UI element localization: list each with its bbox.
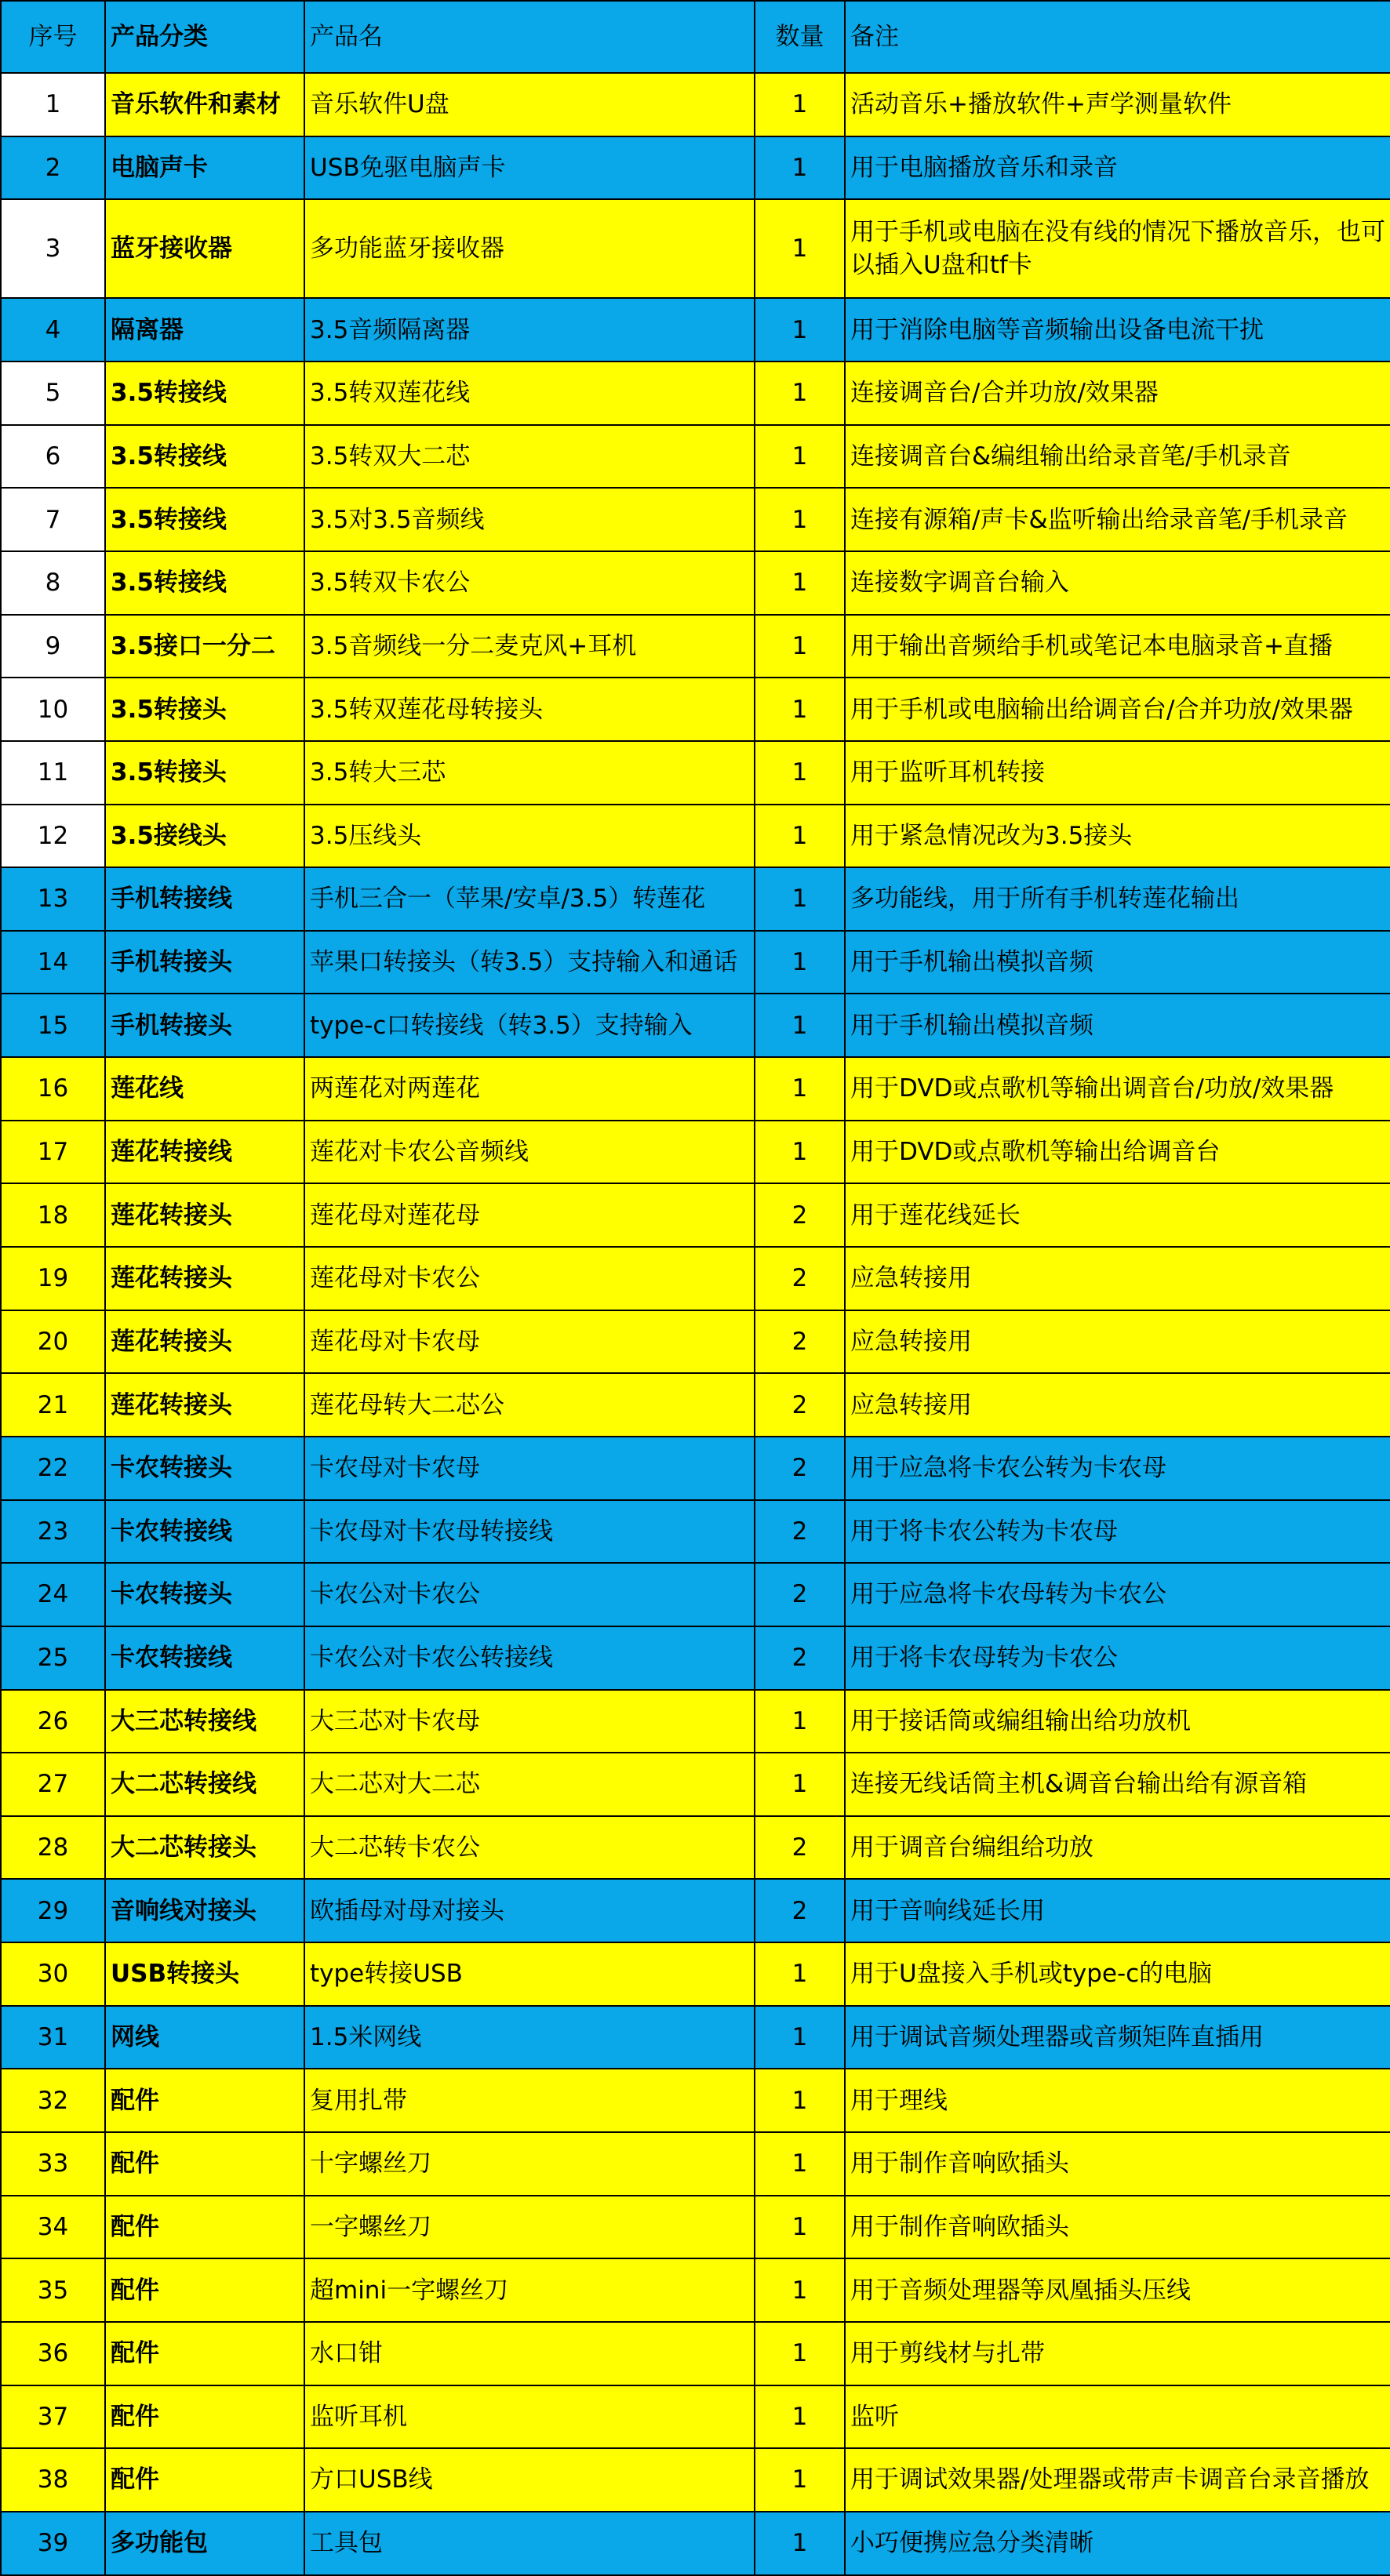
row-quantity: 1: [755, 805, 845, 868]
row-quantity: 2: [755, 1626, 845, 1690]
row-index: 25: [1, 1626, 105, 1690]
table-row: [1, 1310, 1390, 1374]
row-note: 用于音响线延长用: [845, 1879, 1390, 1942]
row-quantity: 1: [755, 199, 845, 298]
row-index: 34: [1, 2196, 105, 2259]
row-index: 8: [1, 551, 105, 615]
row-product: 莲花母对卡农母: [304, 1310, 755, 1374]
table-row: [1, 994, 1390, 1057]
row-note: 用于应急将卡农母转为卡农公: [845, 1563, 1390, 1626]
row-product: 1.5米网线: [304, 2006, 755, 2069]
table-row: [1, 136, 1390, 200]
table-row: [1, 73, 1390, 136]
header-product: 产品名: [304, 1, 755, 73]
row-index: 7: [1, 488, 105, 551]
row-category: 3.5接线头: [105, 805, 304, 868]
row-quantity: 1: [755, 362, 845, 425]
row-category: 莲花转接头: [105, 1310, 304, 1374]
row-quantity: 1: [755, 2132, 845, 2196]
row-quantity: 1: [755, 2258, 845, 2322]
row-quantity: 2: [755, 1879, 845, 1942]
row-product: 3.5音频隔离器: [304, 298, 755, 362]
table-row: [1, 1942, 1390, 2006]
row-note: 用于制作音响欧插头: [845, 2132, 1390, 2196]
header-note: 备注: [845, 1, 1390, 73]
table-row: [1, 931, 1390, 994]
row-quantity: 1: [755, 2069, 845, 2132]
table-row: [1, 1626, 1390, 1690]
row-quantity: 1: [755, 1942, 845, 2006]
row-category: 电脑声卡: [105, 136, 304, 200]
table-row: [1, 678, 1390, 741]
table-row: [1, 1879, 1390, 1942]
row-index: 28: [1, 1816, 105, 1880]
row-product: 工具包: [304, 2512, 755, 2575]
row-index: 13: [1, 867, 105, 931]
row-product: 大三芯对卡农母: [304, 1690, 755, 1753]
row-note: 连接无线话筒主机&调音台输出给有源音箱: [845, 1753, 1390, 1816]
row-index: 22: [1, 1437, 105, 1500]
table-row: [1, 298, 1390, 362]
table-row: [1, 1563, 1390, 1626]
row-note: 用于将卡农母转为卡农公: [845, 1626, 1390, 1690]
table-row: [1, 1121, 1390, 1184]
row-quantity: 1: [755, 1121, 845, 1184]
row-category: 多功能包: [105, 2512, 304, 2575]
row-note: 活动音乐+播放软件+声学测量软件: [845, 73, 1390, 136]
row-note: 应急转接用: [845, 1310, 1390, 1374]
table-row: [1, 425, 1390, 489]
header-row: [1, 1, 1390, 73]
table-row: [1, 551, 1390, 615]
row-product: 3.5音频线一分二麦克风+耳机: [304, 615, 755, 678]
row-note: 用于手机输出模拟音频: [845, 994, 1390, 1057]
header-quantity: 数量: [755, 1, 845, 73]
row-category: 手机转接线: [105, 867, 304, 931]
table-row: [1, 2385, 1390, 2449]
row-quantity: 2: [755, 1310, 845, 1374]
row-note: 用于调试音频处理器或音频矩阵直插用: [845, 2006, 1390, 2069]
row-note: 用于调试效果器/处理器或带声卡调音台录音播放: [845, 2448, 1390, 2512]
row-note: 用于U盘接入手机或type-c的电脑: [845, 1942, 1390, 2006]
table-row: [1, 2258, 1390, 2322]
row-index: 18: [1, 1183, 105, 1247]
table-row: [1, 1373, 1390, 1437]
row-category: 卡农转接线: [105, 1500, 304, 1564]
row-index: 27: [1, 1753, 105, 1816]
row-index: 26: [1, 1690, 105, 1753]
table-row: [1, 362, 1390, 425]
table-row: [1, 1183, 1390, 1247]
header-category: 产品分类: [105, 1, 304, 73]
row-quantity: 1: [755, 2448, 845, 2512]
row-quantity: 2: [755, 1183, 845, 1247]
row-quantity: 1: [755, 73, 845, 136]
row-index: 21: [1, 1373, 105, 1437]
row-quantity: 2: [755, 1373, 845, 1437]
row-category: 配件: [105, 2258, 304, 2322]
row-index: 37: [1, 2385, 105, 2449]
row-product: 欧插母对母对接头: [304, 1879, 755, 1942]
row-note: 用于手机或电脑在没有线的情况下播放音乐，也可以插入U盘和tf卡: [845, 199, 1390, 298]
row-note: 用于DVD或点歌机等输出给调音台: [845, 1121, 1390, 1184]
row-note: 用于制作音响欧插头: [845, 2196, 1390, 2259]
table-row: [1, 741, 1390, 805]
row-index: 1: [1, 73, 105, 136]
row-category: 大二芯转接线: [105, 1753, 304, 1816]
row-index: 29: [1, 1879, 105, 1942]
row-index: 30: [1, 1942, 105, 2006]
row-index: 3: [1, 199, 105, 298]
table-row: [1, 1690, 1390, 1753]
row-product: 莲花母对卡农公: [304, 1247, 755, 1310]
row-product: 3.5压线头: [304, 805, 755, 868]
row-product: 卡农母对卡农母: [304, 1437, 755, 1500]
row-category: 3.5接口一分二: [105, 615, 304, 678]
row-quantity: 2: [755, 1563, 845, 1626]
row-category: 配件: [105, 2132, 304, 2196]
row-quantity: 2: [755, 1437, 845, 1500]
table-row: [1, 2069, 1390, 2132]
row-product: 手机三合一（苹果/安卓/3.5）转莲花: [304, 867, 755, 931]
row-note: 用于输出音频给手机或笔记本电脑录音+直播: [845, 615, 1390, 678]
row-note: 用于电脑播放音乐和录音: [845, 136, 1390, 200]
row-note: 应急转接用: [845, 1373, 1390, 1437]
row-index: 23: [1, 1500, 105, 1564]
row-product: 卡农公对卡农公: [304, 1563, 755, 1626]
row-quantity: 1: [755, 2385, 845, 2449]
table-body: [1, 73, 1390, 2575]
row-note: 连接调音台/合并功放/效果器: [845, 362, 1390, 425]
row-quantity: 2: [755, 1500, 845, 1564]
row-index: 20: [1, 1310, 105, 1374]
table-row: [1, 2132, 1390, 2196]
row-category: 3.5转接线: [105, 551, 304, 615]
row-quantity: 1: [755, 2196, 845, 2259]
table-row: [1, 1753, 1390, 1816]
table-row: [1, 867, 1390, 931]
row-category: 配件: [105, 2196, 304, 2259]
row-index: 6: [1, 425, 105, 489]
row-category: 卡农转接线: [105, 1626, 304, 1690]
row-index: 33: [1, 2132, 105, 2196]
row-quantity: 1: [755, 425, 845, 489]
row-index: 24: [1, 1563, 105, 1626]
row-category: 莲花转接线: [105, 1121, 304, 1184]
row-index: 11: [1, 741, 105, 805]
row-quantity: 1: [755, 867, 845, 931]
row-product: 3.5转双大二芯: [304, 425, 755, 489]
row-product: 音乐软件U盘: [304, 73, 755, 136]
row-product: 大二芯转卡农公: [304, 1816, 755, 1880]
row-product: 两莲花对两莲花: [304, 1057, 755, 1121]
row-index: 31: [1, 2006, 105, 2069]
row-index: 38: [1, 2448, 105, 2512]
row-quantity: 1: [755, 136, 845, 200]
row-note: 用于莲花线延长: [845, 1183, 1390, 1247]
row-index: 4: [1, 298, 105, 362]
row-category: 3.5转接线: [105, 488, 304, 551]
table-row: [1, 1247, 1390, 1310]
row-category: USB转接头: [105, 1942, 304, 2006]
row-product: 方口USB线: [304, 2448, 755, 2512]
row-note: 用于应急将卡农公转为卡农母: [845, 1437, 1390, 1500]
table-row: [1, 488, 1390, 551]
row-note: 多功能线，用于所有手机转莲花输出: [845, 867, 1390, 931]
row-category: 3.5转接线: [105, 425, 304, 489]
row-category: 隔离器: [105, 298, 304, 362]
row-note: 小巧便携应急分类清晰: [845, 2512, 1390, 2575]
row-category: 大二芯转接头: [105, 1816, 304, 1880]
table-row: [1, 1500, 1390, 1564]
table-row: [1, 2448, 1390, 2512]
row-product: 莲花母对莲花母: [304, 1183, 755, 1247]
table-row: [1, 2006, 1390, 2069]
row-product: type-c口转接线（转3.5）支持输入: [304, 994, 755, 1057]
row-note: 用于DVD或点歌机等输出调音台/功放/效果器: [845, 1057, 1390, 1121]
row-quantity: 1: [755, 1057, 845, 1121]
row-category: 配件: [105, 2322, 304, 2385]
row-index: 12: [1, 805, 105, 868]
row-product: 莲花母转大二芯公: [304, 1373, 755, 1437]
table-row: [1, 805, 1390, 868]
row-product: 监听耳机: [304, 2385, 755, 2449]
row-note: 用于剪线材与扎带: [845, 2322, 1390, 2385]
row-category: 卡农转接头: [105, 1437, 304, 1500]
row-category: 3.5转接头: [105, 678, 304, 741]
row-product: 水口钳: [304, 2322, 755, 2385]
row-product: 十字螺丝刀: [304, 2132, 755, 2196]
row-product: 3.5转双卡农公: [304, 551, 755, 615]
row-note: 监听: [845, 2385, 1390, 2449]
row-quantity: 1: [755, 678, 845, 741]
row-note: 用于理线: [845, 2069, 1390, 2132]
row-category: 莲花转接头: [105, 1247, 304, 1310]
row-category: 莲花转接头: [105, 1373, 304, 1437]
header-index: 序号: [1, 1, 105, 73]
table-row: [1, 1816, 1390, 1880]
row-quantity: 1: [755, 2322, 845, 2385]
row-category: 大三芯转接线: [105, 1690, 304, 1753]
row-category: 音乐软件和素材: [105, 73, 304, 136]
row-category: 音响线对接头: [105, 1879, 304, 1942]
table-row: [1, 2322, 1390, 2385]
table-row: [1, 615, 1390, 678]
table-row: [1, 199, 1390, 298]
row-note: 连接调音台&编组输出给录音笔/手机录音: [845, 425, 1390, 489]
row-note: 用于将卡农公转为卡农母: [845, 1500, 1390, 1564]
row-product: 苹果口转接头（转3.5）支持输入和通话: [304, 931, 755, 994]
row-index: 15: [1, 994, 105, 1057]
row-category: 3.5转接头: [105, 741, 304, 805]
row-index: 32: [1, 2069, 105, 2132]
row-quantity: 1: [755, 1753, 845, 1816]
row-index: 35: [1, 2258, 105, 2322]
row-category: 卡农转接头: [105, 1563, 304, 1626]
row-quantity: 1: [755, 2006, 845, 2069]
row-note: 连接数字调音台输入: [845, 551, 1390, 615]
row-product: 大二芯对大二芯: [304, 1753, 755, 1816]
row-quantity: 1: [755, 931, 845, 994]
row-product: 3.5对3.5音频线: [304, 488, 755, 551]
table-row: [1, 2196, 1390, 2259]
row-category: 配件: [105, 2385, 304, 2449]
row-product: 卡农公对卡农公转接线: [304, 1626, 755, 1690]
row-index: 17: [1, 1121, 105, 1184]
row-category: 莲花线: [105, 1057, 304, 1121]
row-note: 连接有源箱/声卡&监听输出给录音笔/手机录音: [845, 488, 1390, 551]
row-note: 应急转接用: [845, 1247, 1390, 1310]
table-row: [1, 1057, 1390, 1121]
row-category: 网线: [105, 2006, 304, 2069]
row-quantity: 1: [755, 551, 845, 615]
table-row: [1, 2512, 1390, 2575]
row-note: 用于监听耳机转接: [845, 741, 1390, 805]
row-quantity: 1: [755, 994, 845, 1057]
row-product: 多功能蓝牙接收器: [304, 199, 755, 298]
row-quantity: 2: [755, 1247, 845, 1310]
row-note: 用于手机或电脑输出给调音台/合并功放/效果器: [845, 678, 1390, 741]
row-index: 39: [1, 2512, 105, 2575]
row-product: 3.5转大三芯: [304, 741, 755, 805]
row-quantity: 1: [755, 1690, 845, 1753]
row-note: 用于接话筒或编组输出给功放机: [845, 1690, 1390, 1753]
row-category: 配件: [105, 2448, 304, 2512]
row-category: 莲花转接头: [105, 1183, 304, 1247]
row-note: 用于紧急情况改为3.5接头: [845, 805, 1390, 868]
row-category: 配件: [105, 2069, 304, 2132]
row-index: 14: [1, 931, 105, 994]
row-category: 手机转接头: [105, 994, 304, 1057]
row-category: 3.5转接线: [105, 362, 304, 425]
row-index: 5: [1, 362, 105, 425]
row-quantity: 1: [755, 741, 845, 805]
row-product: 3.5转双莲花母转接头: [304, 678, 755, 741]
row-note: 用于消除电脑等音频输出设备电流干扰: [845, 298, 1390, 362]
row-note: 用于音频处理器等凤凰插头压线: [845, 2258, 1390, 2322]
row-product: 莲花对卡农公音频线: [304, 1121, 755, 1184]
row-quantity: 1: [755, 298, 845, 362]
row-index: 16: [1, 1057, 105, 1121]
row-index: 36: [1, 2322, 105, 2385]
row-quantity: 1: [755, 2512, 845, 2575]
row-product: 3.5转双莲花线: [304, 362, 755, 425]
row-index: 2: [1, 136, 105, 200]
row-product: 复用扎带: [304, 2069, 755, 2132]
row-product: 超mini一字螺丝刀: [304, 2258, 755, 2322]
row-quantity: 2: [755, 1816, 845, 1880]
row-index: 19: [1, 1247, 105, 1310]
row-product: USB免驱电脑声卡: [304, 136, 755, 200]
row-note: 用于手机输出模拟音频: [845, 931, 1390, 994]
row-product: 一字螺丝刀: [304, 2196, 755, 2259]
row-note: 用于调音台编组给功放: [845, 1816, 1390, 1880]
row-index: 9: [1, 615, 105, 678]
row-quantity: 1: [755, 615, 845, 678]
table-row: [1, 1437, 1390, 1500]
row-category: 蓝牙接收器: [105, 199, 304, 298]
row-product: type转接USB: [304, 1942, 755, 2006]
row-quantity: 1: [755, 488, 845, 551]
row-product: 卡农母对卡农母转接线: [304, 1500, 755, 1564]
row-category: 手机转接头: [105, 931, 304, 994]
row-index: 10: [1, 678, 105, 741]
